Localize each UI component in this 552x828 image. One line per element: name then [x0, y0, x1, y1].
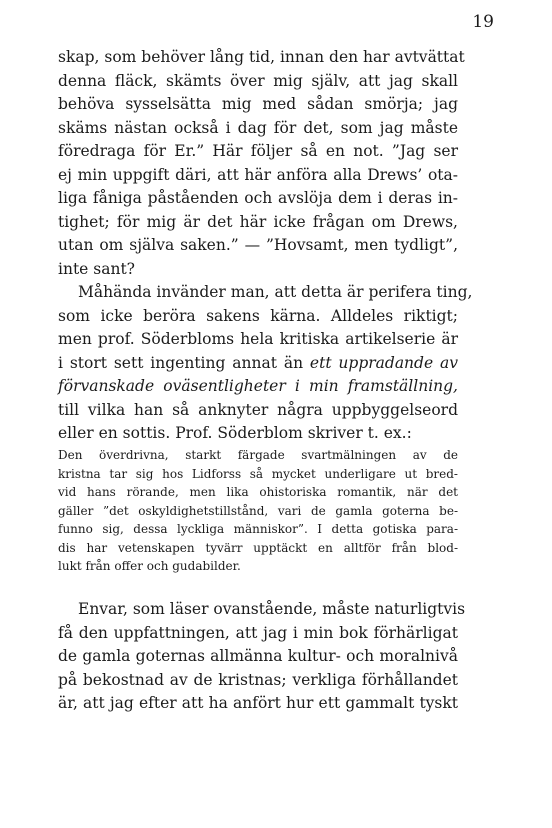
emphasis-text: förvanskade oväsentligheter i min framställning, [58, 377, 458, 395]
text-line: föredraga för Er.” Här följer så en not. ”Jag ser [58, 142, 458, 160]
block-quote [58, 446, 458, 576]
quote-line: Den överdrivna, starkt färgade svartmälningen av de [58, 448, 458, 462]
text-line: liga fåniga påståenden och avslöja dem i deras in- [58, 189, 458, 207]
body-text-continued [58, 598, 466, 716]
text-line: skäms nästan också i dag för det, som jag måste [58, 118, 458, 137]
text-line: denna fläck, skämts över mig själv, att jag skall [58, 71, 458, 90]
text-line: utan om själva saken.” — ”Hovsamt, men tydligt”, [58, 236, 458, 254]
text-line: de gamla goternas allmänna kultur- och moralnivå [58, 647, 458, 665]
text-line: men prof. Söderbloms hela kritiska artikelserie är [58, 330, 458, 348]
text-line: Måhända invänder man, att detta är perifera ting, [78, 283, 473, 301]
text-line: till vilka han så anknyter några uppbyggelseord [58, 400, 458, 419]
quote-line: dis har vetenskapen tyvärr upptäckt en alltför från blod- [58, 540, 458, 555]
text-line: ej min uppgift däri, att här anföra alla Drews’ ota- [58, 165, 458, 184]
text-line: behöva sysselsätta mig med sådan smörja; jag [58, 95, 458, 113]
text-line [58, 375, 458, 399]
text-line: inte sant? [58, 259, 135, 278]
text-line: skap, som behöver lång tid, innan den har avtvättat [58, 48, 465, 66]
quote-line: lukt från offer och gudabilder. [58, 559, 241, 573]
text-line: på bekostnad av de kristnas; verkliga förhållandet [58, 670, 458, 689]
page-number: 19 [472, 12, 494, 32]
text-line: är, att jag efter att ha anfört hur ett gammalt tyskt [58, 694, 458, 712]
quote-line: kristna tar sig hos Lidforss så mycket underligare ut bred- [58, 466, 458, 481]
text-line: eller en sottis. Prof. Söderblom skriver t. ex.: [58, 424, 412, 442]
text-segment: i stort sett ingenting annat än [58, 353, 310, 372]
emphasis-text: ett uppradande av [309, 353, 459, 372]
text-line: Envar, som läser ovanstående, måste naturligtvis [78, 600, 466, 618]
text-line: få den uppfattningen, att jag i min bok förhärligat [58, 623, 458, 642]
quote-line: vid hans rörande, men lika ohistoriska romantik, när det [58, 485, 458, 499]
quote-line: gäller ”det oskyldighetstillstånd, vari de gamla goterna be- [58, 503, 458, 518]
body-text [58, 46, 473, 446]
text-line: som icke beröra sakens kärna. Alldeles riktigt; [58, 306, 458, 325]
quote-line: funno sig, dessa lyckliga människor”. I detta gotiska para- [58, 522, 458, 536]
text-line: tighet; för mig är det här icke frågan om Drews, [58, 212, 458, 231]
text-line [58, 352, 458, 376]
